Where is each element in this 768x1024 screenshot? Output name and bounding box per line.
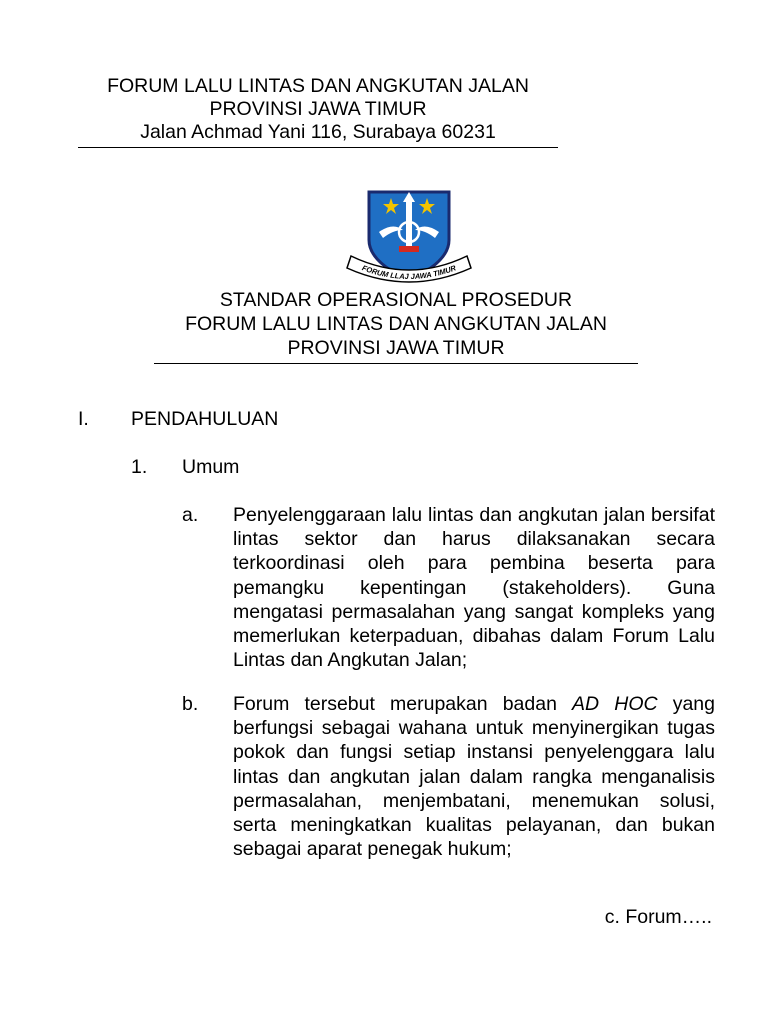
- section-number: I.: [78, 408, 89, 430]
- section-heading: PENDAHULUAN: [131, 408, 279, 430]
- item-b-text-start: Forum tersebut merupakan badan: [233, 693, 573, 715]
- logo-banner-text: FORUM LLAJ JAWA TIMUR: [360, 263, 458, 282]
- subsection-heading: Umum: [182, 456, 240, 478]
- doc-title-line3: PROVINSI JAWA TIMUR: [287, 337, 505, 359]
- forum-llaj-logo: [343, 188, 475, 288]
- item-a-text: Penyelenggaraan lalu lintas dan angkutan jalan bersifat lintas sektor dan harus dilaksanakan secara terkoordinasi oleh para pembina beserta para pemangku kepentingan (stakeholders). Guna mengatasi permasalahan yang sangat kompleks yang memerlukan keterpaduan, dibahas dalam Forum Lalu Lintas dan Angkutan Jalan;: [233, 504, 715, 672]
- item-b-text: [233, 692, 715, 861]
- item-a-paragraph: [233, 503, 715, 672]
- continuation-note: c. Forum…..: [604, 906, 712, 928]
- item-b-label: b.: [182, 693, 199, 715]
- header-address: Jalan Achmad Yani 116, Surabaya 60231: [140, 121, 496, 143]
- item-b-paragraph: [233, 692, 715, 861]
- doc-title-line2: FORUM LALU LINTAS DAN ANGKUTAN JALAN: [185, 313, 607, 335]
- header-org-name: FORUM LALU LINTAS DAN ANGKUTAN JALAN: [107, 75, 529, 97]
- header-divider: [78, 147, 558, 148]
- item-b-ad-hoc: AD HOC: [572, 693, 658, 715]
- item-b-text-end: yang berfungsi sebagai wahana untuk menyinergikan tugas pokok dan fungsi setiap instansi penyelenggara lalu lintas dan angkutan jalan dalam rangka menganalisis permasalahan, menjembatani, menemukan solusi, serta meningkatkan kualitas pelayanan, dan bukan sebagai aparat penegak hukum;: [233, 693, 715, 861]
- doc-title-line1: STANDAR OPERASIONAL PROSEDUR: [219, 289, 573, 311]
- item-a-label: a.: [182, 504, 199, 526]
- subsection-number: 1.: [131, 456, 148, 478]
- header-province: PROVINSI JAWA TIMUR: [209, 98, 427, 120]
- title-divider: [154, 363, 638, 364]
